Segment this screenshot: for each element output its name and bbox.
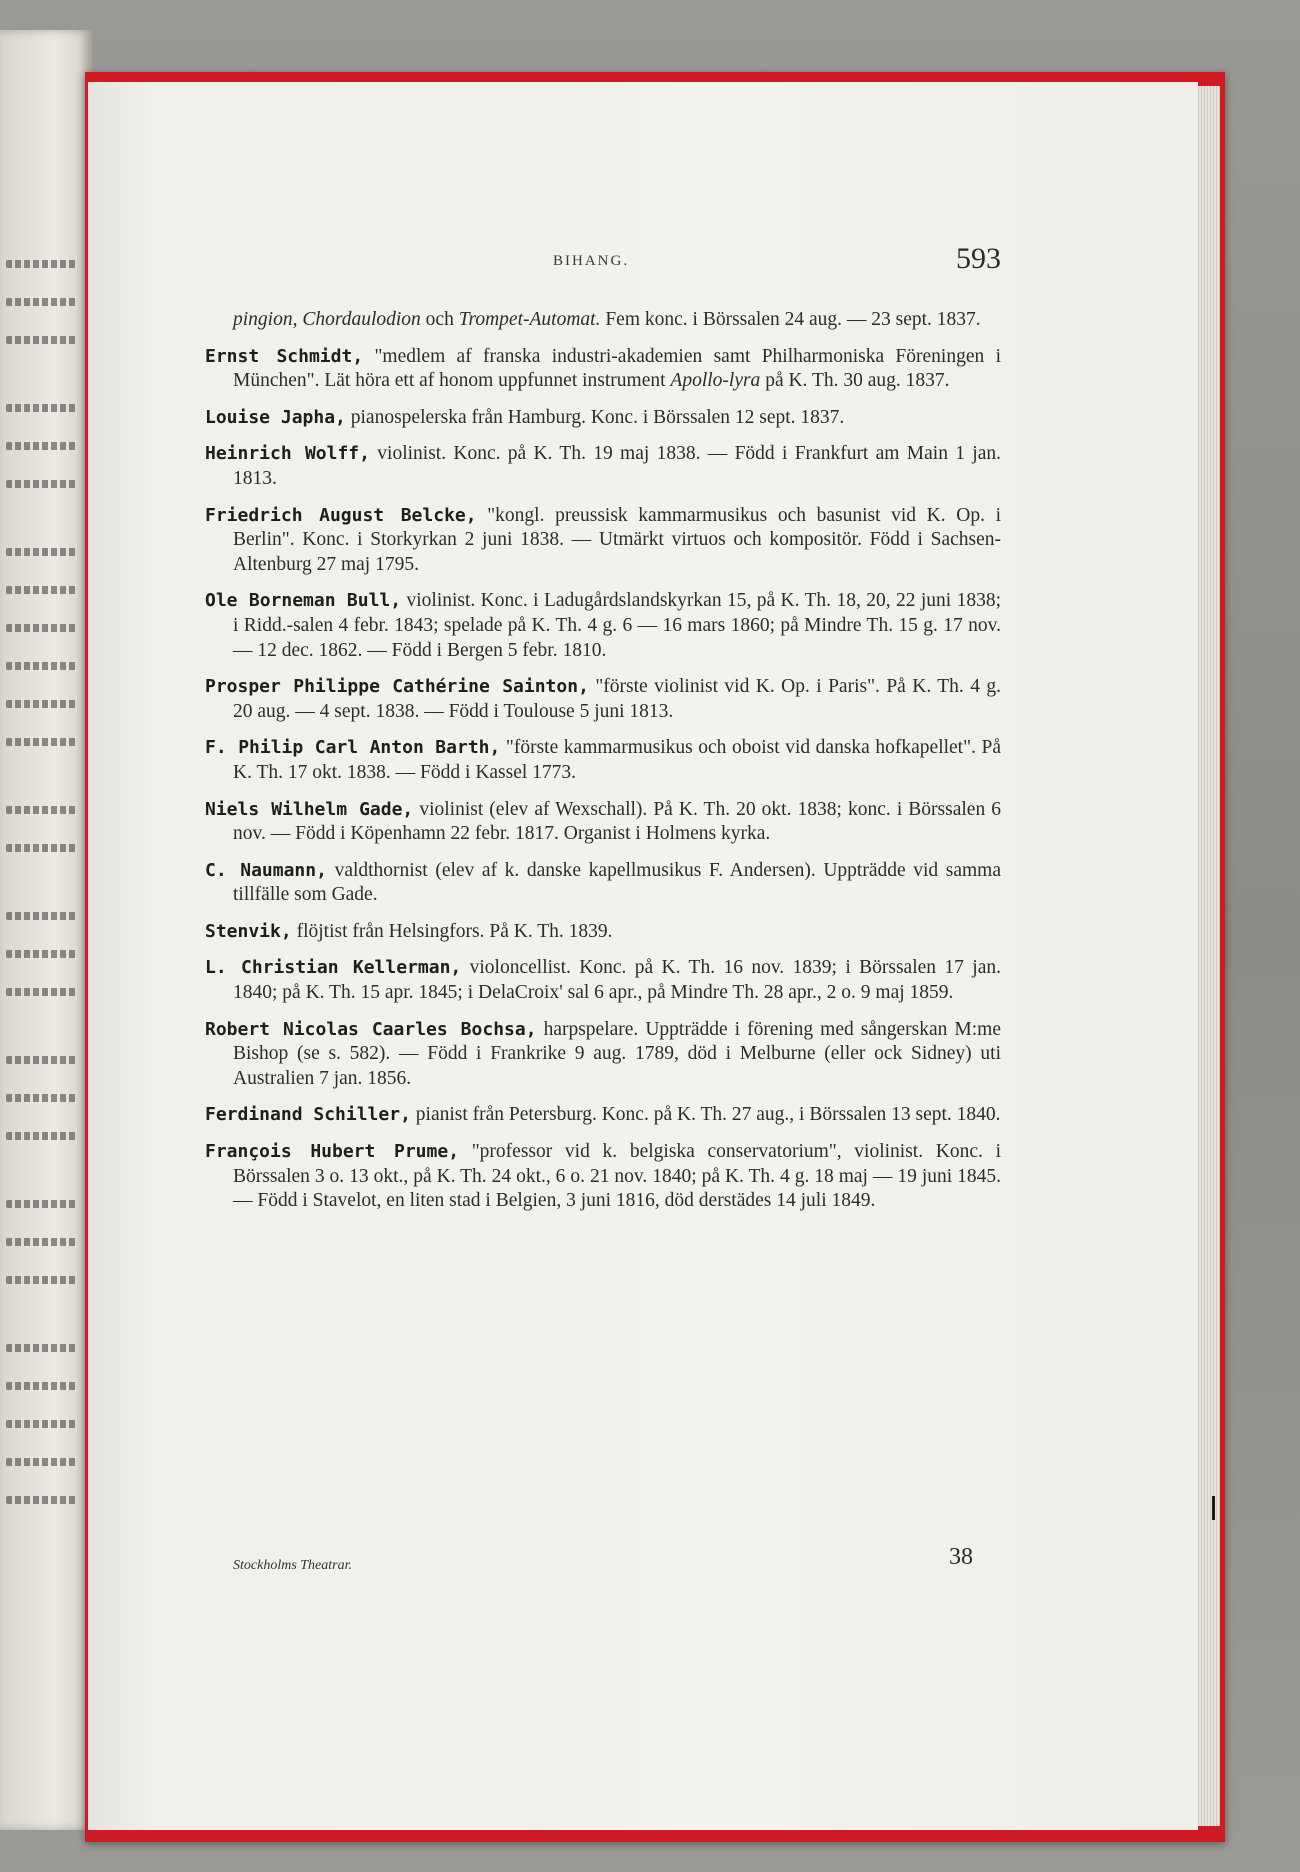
- entry: [205, 675, 1001, 724]
- entry-name: Friedrich August Belcke,: [205, 504, 477, 526]
- entry-text: violoncellist. Konc. på K. Th. 16 nov. 1839; i Börssalen 17 jan. 1840; på K. Th. 15 apr. 1845; i DelaCroix' sal 6 apr., på Mindre Th. 28 apr., 2 o. 9 maj 1859.: [233, 957, 1001, 1004]
- entry-name: Heinrich Wolff,: [205, 443, 370, 465]
- entry-name: Ferdinand Schiller,: [205, 1104, 411, 1126]
- sheet-number: 38: [949, 1544, 973, 1570]
- footer-signature: Stockholms Theatrar.: [233, 1558, 352, 1573]
- entry-name: Prosper Philippe Cathérine Sainton,: [205, 676, 589, 698]
- entry-name: C. Naumann,: [205, 859, 327, 881]
- entry-text: "kongl. preussisk kammarmusikus och basunist vid K. Op. i Berlin". Konc. i Storkyrkan 2 juni 1838. — Utmärkt virtuos och kompositör. Född i Sachsen-Altenburg 27 maj 1795.: [233, 504, 1002, 575]
- entry-name: Ole Borneman Bull,: [205, 590, 402, 612]
- entry: [205, 504, 1001, 578]
- entry-name: L. Christian Kellerman,: [205, 957, 462, 979]
- entry: [205, 859, 1001, 908]
- entry-text: flöjtist från Helsingfors. På K. Th. 1839.: [291, 920, 613, 942]
- running-head: [205, 240, 1001, 276]
- entry: [205, 1140, 1001, 1214]
- entry: [205, 1018, 1001, 1092]
- page-edges: [1196, 86, 1220, 1826]
- entry-name: François Hubert Prume,: [205, 1141, 460, 1163]
- bookmark-ribbon: [1212, 1496, 1215, 1520]
- entry-text: "medlem af franska industri-akademien samt Philharmoniska Föreningen i München". Lät höra ett af honom uppfunnet instrument Apollo-lyra på K. Th. 30 aug. 1837.: [233, 345, 1001, 392]
- running-head-title: BIHANG.: [553, 253, 630, 269]
- entry-text: violinist. Konc. på K. Th. 19 maj 1838. — Född i Frankfurt am Main 1 jan. 1813.: [233, 443, 1001, 489]
- entry: [205, 956, 1001, 1005]
- entry-text: valdthornist (elev af k. danske kapellmusikus F. Andersen). Uppträdde vid samma tillfälle som Gade.: [233, 859, 1001, 906]
- entry-text: "förste violinist vid K. Op. i Paris". På K. Th. 4 g. 20 aug. — 4 sept. 1838. — Född i Toulouse 5 juni 1813.: [233, 676, 1001, 722]
- entry: [205, 798, 1001, 847]
- entry-text: pingion, Chordaulodion och Trompet-Automat. Fem konc. i Börssalen 24 aug. — 23 sept. 1837.: [233, 309, 981, 330]
- entry: [205, 736, 1001, 785]
- entry-name: Niels Wilhelm Gade,: [205, 798, 414, 820]
- entry: [205, 406, 1001, 431]
- entry-text: harpspelare. Uppträdde i förening med sångerskan M:me Bishop (se s. 582). — Född i Frankrike 9 aug. 1789, död i Melburne (eller ock Sidney) uti Australien 7 jan. 1856.: [233, 1018, 1001, 1089]
- entry-name: Ernst Schmidt,: [205, 345, 364, 367]
- entry-text: pianospelerska från Hamburg. Konc. i Börssalen 12 sept. 1837.: [345, 406, 845, 428]
- entry: [205, 1103, 1001, 1128]
- entry: [205, 345, 1001, 394]
- page-number: 593: [956, 242, 1001, 275]
- entry-text: violinist. Konc. i Ladugårdslandskyrkan 15, på K. Th. 18, 20, 22 juni 1838; i Ridd.-salen 4 febr. 1843; spelade på K. Th. 4 g. 6 — 16 mars 1860; på Mindre Th. 15 g. 17 nov. — 12 dec. 1862. — Född i Bergen 5 febr. 1810.: [233, 590, 1001, 661]
- entry: [205, 442, 1001, 491]
- entry-text: violinist (elev af Wexschall). På K. Th. 20 okt. 1838; konc. i Börssalen 6 nov. — Född i Köpenhamn 22 febr. 1817. Organist i Holmens kyrka.: [233, 798, 1001, 845]
- page-footer: [233, 1544, 1001, 1582]
- facing-page-edge: [0, 30, 92, 1830]
- entry-name: Robert Nicolas Caarles Bochsa,: [205, 1018, 537, 1040]
- entry: [205, 308, 1001, 333]
- entry-name: Louise Japha,: [205, 406, 346, 428]
- entry-text: "förste kammarmusikus och oboist vid danska hofkapellet". På K. Th. 17 okt. 1838. — Född i Kassel 1773.: [233, 737, 1001, 783]
- entry: [205, 920, 1001, 945]
- entry-name: Stenvik,: [205, 920, 292, 942]
- entry-name: F. Philip Carl Anton Barth,: [205, 737, 501, 759]
- entry: [205, 589, 1001, 663]
- entry-text: pianist från Petersburg. Konc. på K. Th. 27 aug., i Börssalen 13 sept. 1840.: [410, 1104, 1001, 1126]
- entry-list: [205, 308, 1001, 1226]
- entry-text: "professor vid k. belgiska conservatorium", violinist. Konc. i Börssalen 3 o. 13 okt., på K. Th. 24 okt., 6 o. 21 nov. 1840; på K. Th. 4 g. 18 maj — 19 juni 1845. — Född i Stavelot, en liten stad i Belgien, 3 juni 1816, död derstädes 14 juli 1849.: [233, 1141, 1001, 1212]
